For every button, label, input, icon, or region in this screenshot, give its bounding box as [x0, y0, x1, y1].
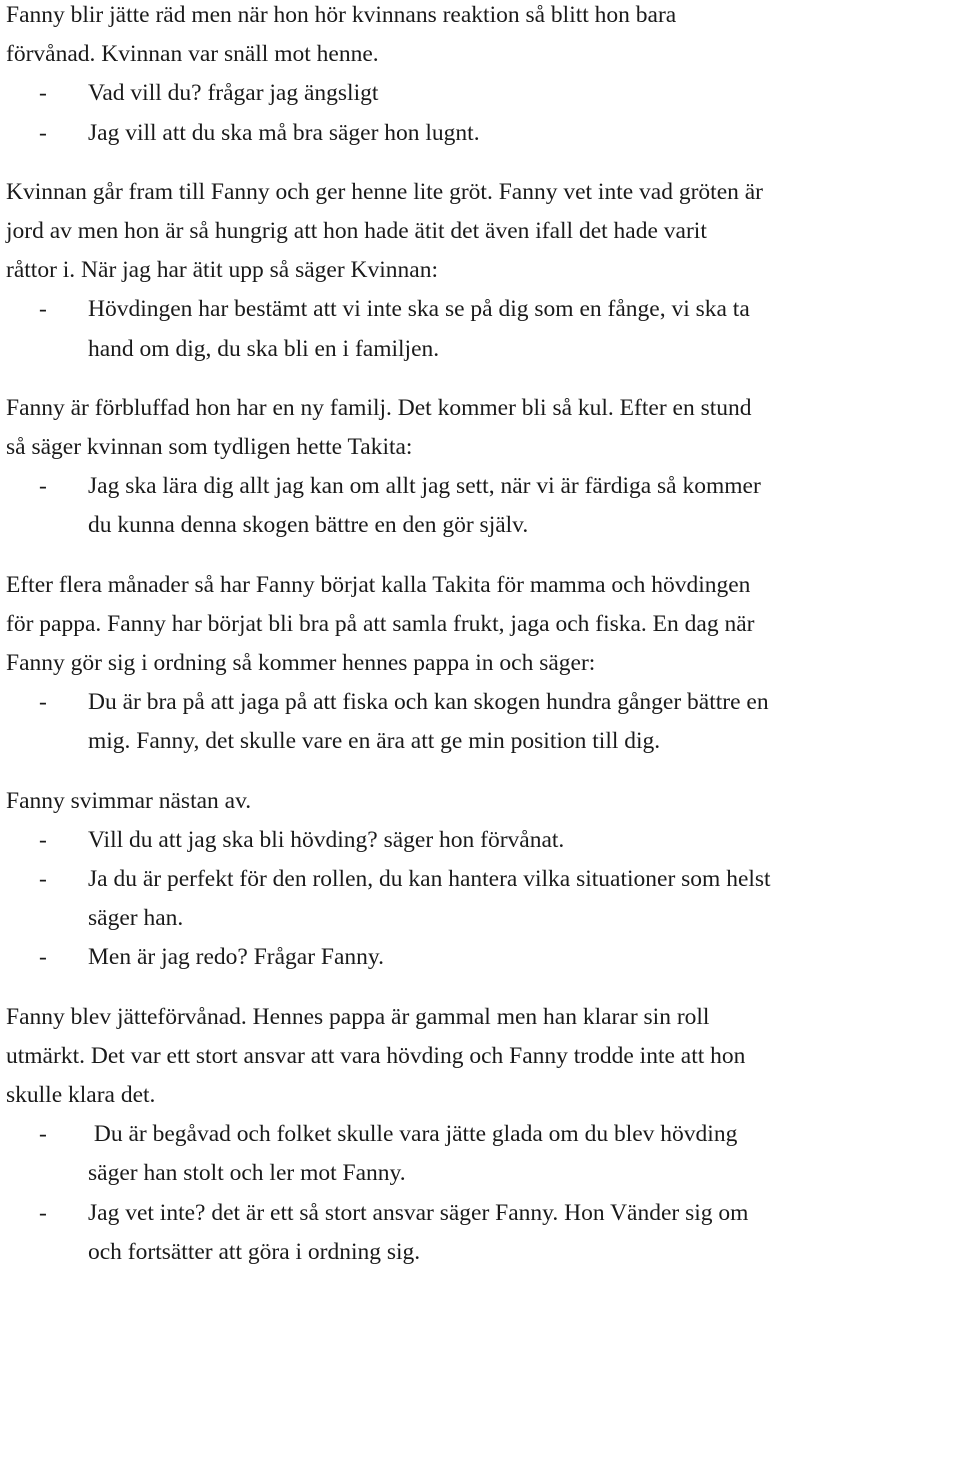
text-line: råttor i. När jag har ätit upp så säger Kvinnan: — [6, 257, 438, 284]
text-line: Jag ska lära dig allt jag kan om allt jag sett, när vi är färdiga så kommer — [88, 473, 761, 500]
paragraph — [6, 998, 956, 1116]
dialog-line — [6, 683, 956, 761]
dialog-line — [6, 467, 956, 545]
text-line: Du är begåvad och folket skulle vara jätte glada om du blev hövding — [88, 1121, 738, 1148]
text-line: Kvinnan går fram till Fanny och ger henne lite gröt. Fanny vet inte vad gröten är — [6, 178, 764, 205]
dialog-dash: - — [39, 944, 47, 971]
dialog-line — [6, 74, 956, 113]
paragraph — [6, 389, 956, 467]
text-line: mig. Fanny, det skulle vare en ära att ge min position till dig. — [88, 728, 661, 755]
text-line: och fortsätter att göra i ordning sig. — [88, 1238, 421, 1265]
text-line: hand om dig, du ska bli en i familjen. — [88, 335, 440, 362]
paragraph — [6, 782, 956, 821]
document-page — [6, 0, 956, 1272]
text-line: Fanny blir jätte räd men när hon hör kvinnans reaktion så blitt hon bara — [6, 2, 677, 28]
paragraph — [6, 173, 956, 291]
dialog-line — [6, 114, 956, 153]
text-line: Vill du att jag ska bli hövding? säger hon förvånat. — [88, 826, 565, 853]
text-line: säger han stolt och ler mot Fanny. — [88, 1160, 406, 1187]
text-line: utmärkt. Det var ett stort ansvar att vara hövding och Fanny trodde inte att hon — [6, 1042, 746, 1069]
text-line: Fanny blev jätteförvånad. Hennes pappa är gammal men han klarar sin roll — [6, 1003, 710, 1030]
dialog-dash: - — [39, 689, 47, 716]
text-line: Fanny gör sig i ordning så kommer hennes pappa in och säger: — [6, 650, 596, 677]
text-line: för pappa. Fanny har börjat bli bra på att samla frukt, jaga och fiska. En dag när — [6, 610, 755, 637]
text-line: Hövdingen har bestämt att vi inte ska se på dig som en fånge, vi ska ta — [88, 296, 750, 323]
text-line: Jag vill att du ska må bra säger hon lugnt. — [88, 119, 480, 146]
paragraph — [6, 0, 956, 74]
text-line: Efter flera månader så har Fanny börjat kalla Takita för mamma och hövdingen — [6, 571, 751, 598]
dialog-line — [6, 821, 956, 860]
text-line: Fanny är förbluffad hon har en ny familj. Det kommer bli så kul. Efter en stund — [6, 394, 752, 421]
dialog-dash: - — [39, 826, 47, 853]
text-line: skulle klara det. — [6, 1082, 156, 1109]
dialog-dash: - — [39, 473, 47, 500]
dialog-dash: - — [39, 119, 47, 146]
text-line: säger han. — [88, 905, 184, 932]
text-line: så säger kvinnan som tydligen hette Takita: — [6, 434, 413, 461]
text-line: Ja du är perfekt för den rollen, du kan hantera vilka situationer som helst — [88, 866, 771, 893]
text-line: Fanny svimmar nästan av. — [6, 787, 252, 814]
paragraph — [6, 566, 956, 684]
text-line: Men är jag redo? Frågar Fanny. — [88, 944, 385, 971]
dialog-dash: - — [39, 296, 47, 323]
text-line: Du är bra på att jaga på att fiska och kan skogen hundra gånger bättre en — [88, 689, 769, 716]
dialog-dash: - — [39, 1199, 47, 1226]
dialog-dash: - — [39, 1121, 47, 1148]
text-line: jord av men hon är så hungrig att hon hade ätit det även ifall det hade varit — [6, 218, 707, 245]
text-line: förvånad. Kvinnan var snäll mot henne. — [6, 41, 379, 68]
text-line: du kunna denna skogen bättre en den gör själv. — [88, 512, 529, 539]
dialog-line — [6, 860, 956, 938]
text-line: Vad vill du? frågar jag ängsligt — [88, 80, 379, 107]
text-line: Jag vet inte? det är ett så stort ansvar säger Fanny. Hon Vänder sig om — [88, 1199, 749, 1226]
dialog-line — [6, 1194, 956, 1272]
dialog-line — [6, 290, 956, 368]
dialog-line — [6, 938, 956, 977]
dialog-dash: - — [39, 866, 47, 893]
dialog-dash: - — [39, 80, 47, 107]
dialog-line — [6, 1115, 956, 1193]
